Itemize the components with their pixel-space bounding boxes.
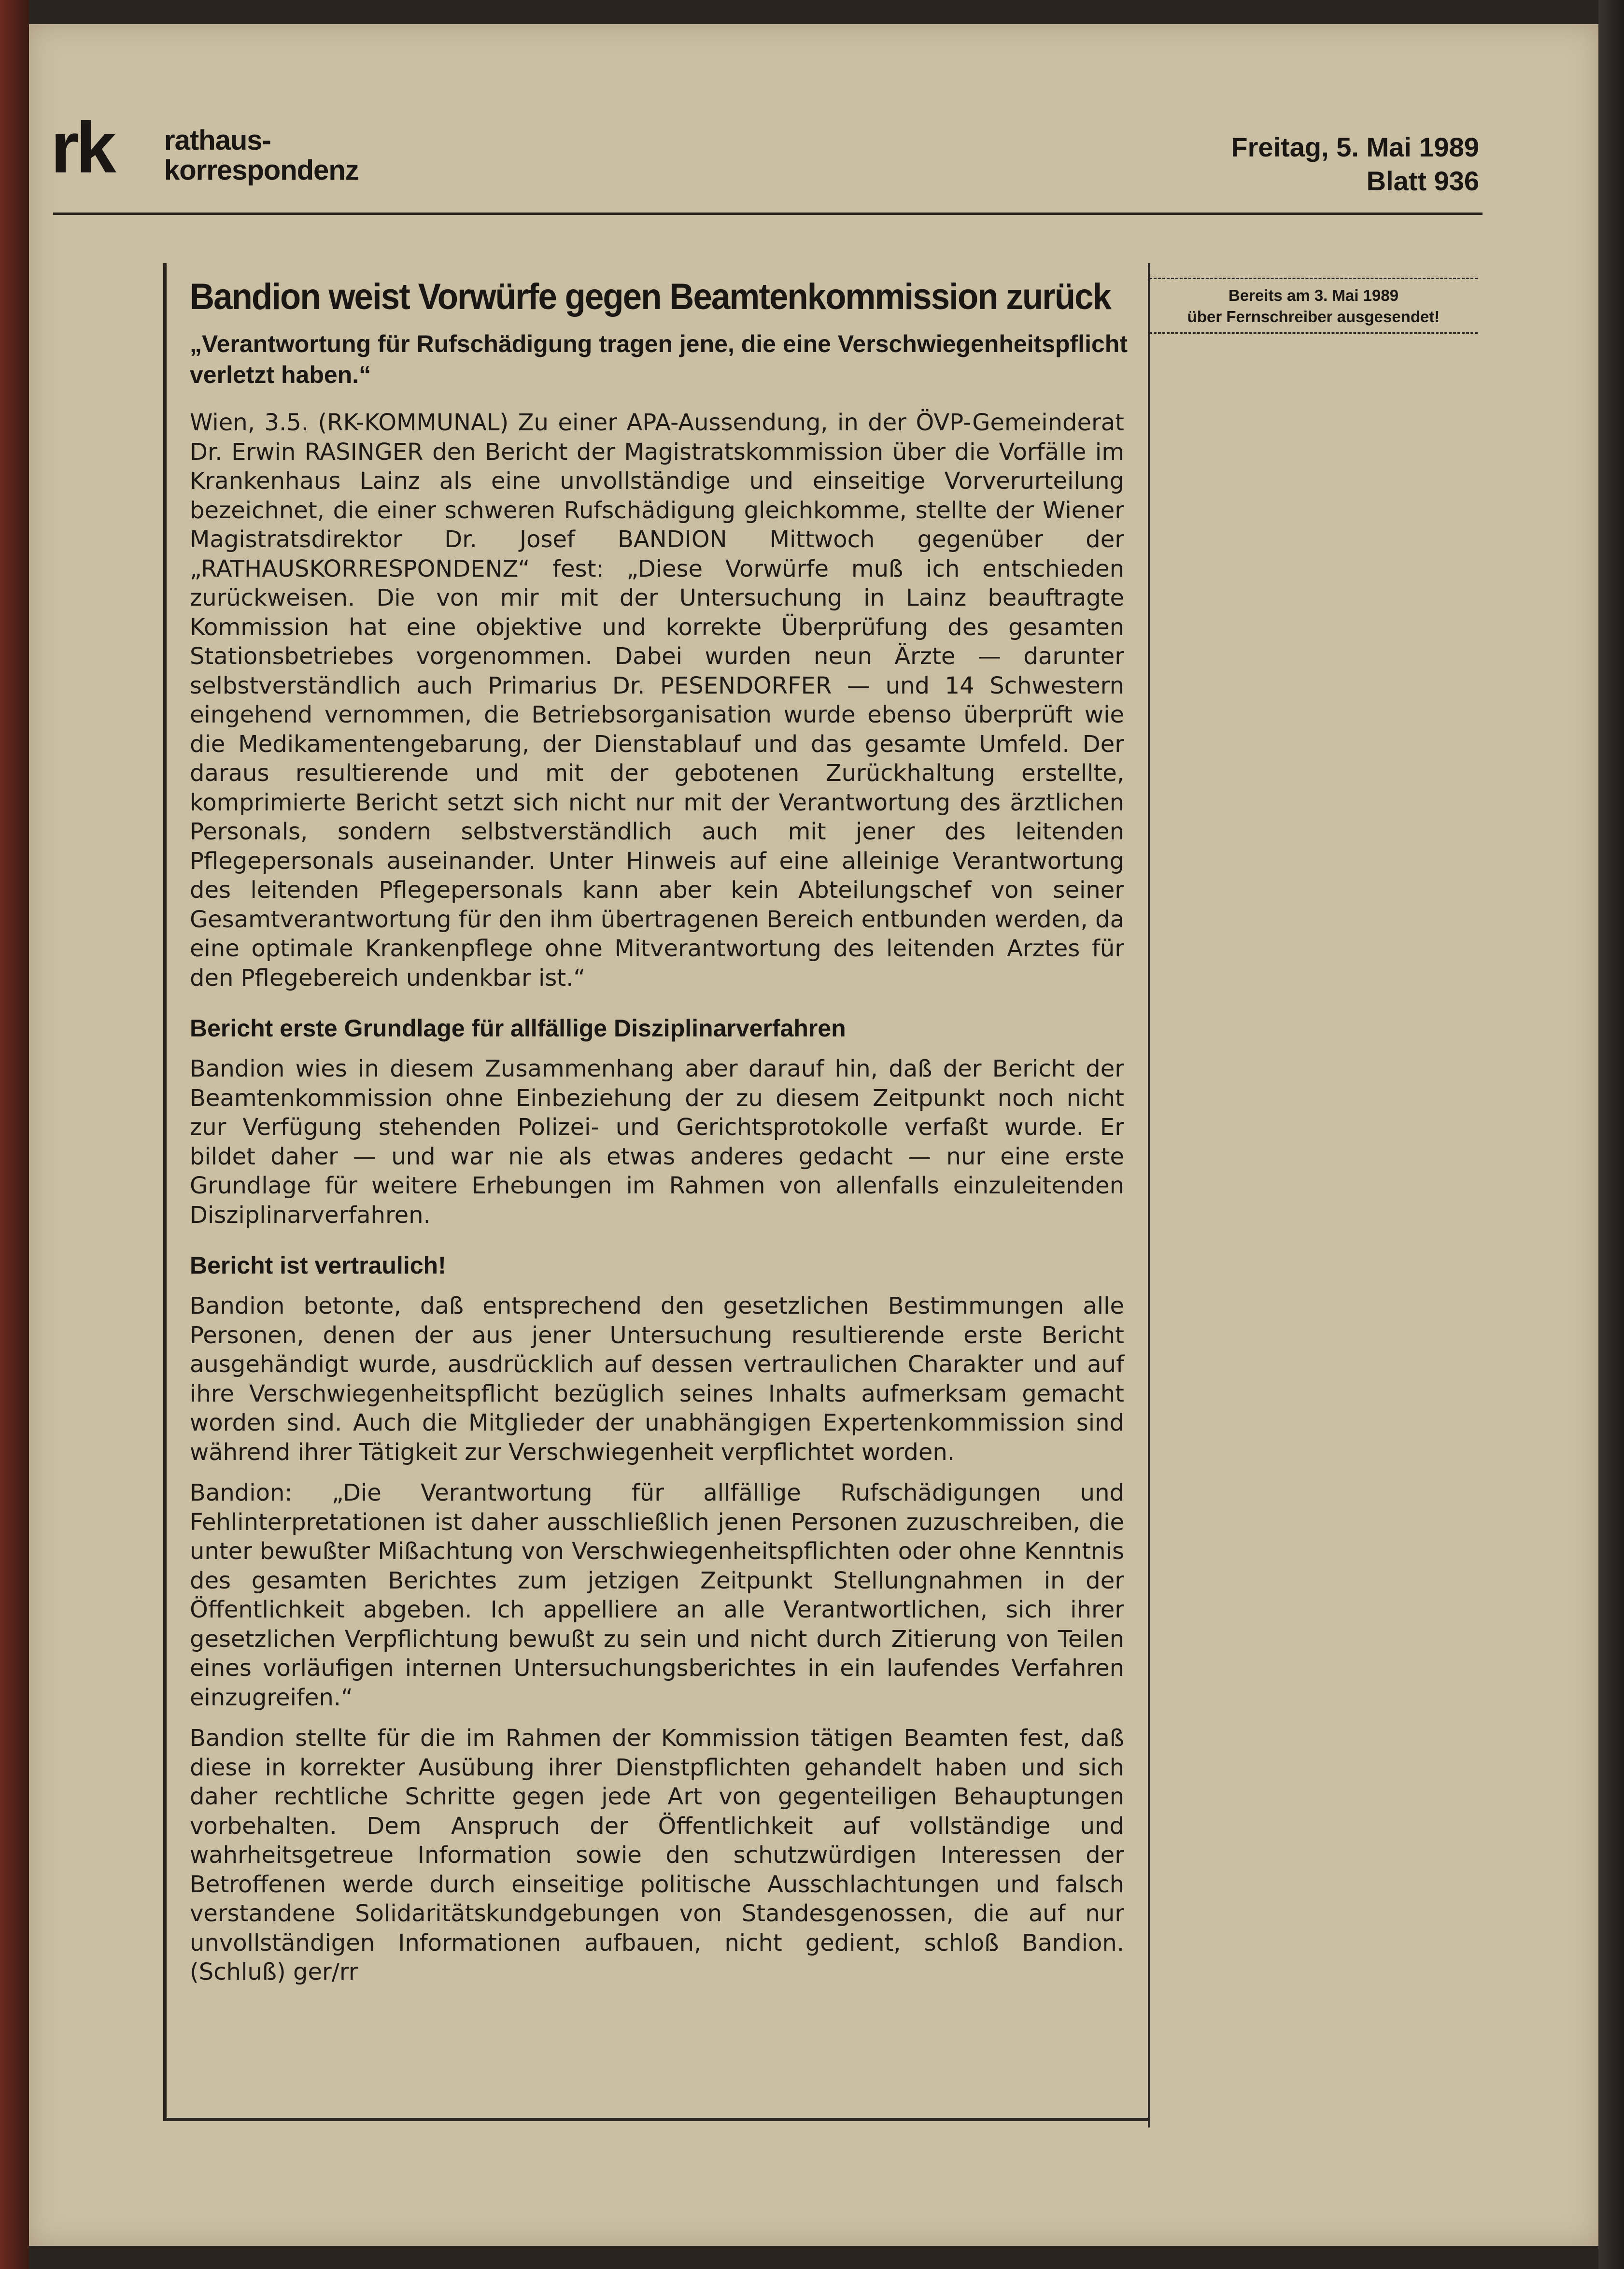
section-heading-2: Bericht ist vertraulich!: [190, 1252, 446, 1279]
article-column: [163, 263, 1148, 2121]
logo-mark: rk: [51, 107, 113, 188]
issue-date: Freitag, 5. Mai 1989: [1231, 132, 1479, 162]
paragraph-5: Bandion stellte für die im Rahmen der Kommission tätigen Beamten fest, daß diese in korrekter Ausübung ihrer Dienstpflichten gehandelt haben und sich daher rechtliche Schritte gegen jede Art von gegenteiligen Behauptungen vorbehalten. Dem Anspruch der Öffentlichkeit auf vollständige und wahrheitsgetreue Information sowie den schutzwürdigen Interessen der Betroffenen werde durch einseitige politische Ausschlachtungen und falsch verstandene Solidaritätskundgebungen von Standesgenossen, die auf nur unvollständigen Informationen aufbauen, nicht gedient, schloß Bandion. (Schluß) ger/rr: [190, 1725, 1124, 1985]
logo-line-1: rathaus-: [164, 125, 271, 156]
header-divider: [53, 213, 1483, 215]
logo-line-2: korrespondenz: [164, 155, 359, 186]
sheet-number: Blatt 936: [1366, 166, 1479, 196]
header-meta: [1231, 130, 1479, 198]
note-line-2: über Fernschreiber ausgesendet!: [1187, 308, 1440, 326]
paragraph-3: Bandion betonte, daß entsprechend den gesetzlichen Bestimmungen alle Personen, denen der aus jener Untersuchung resultierende erste Bericht ausgehändigt wurde, ausdrücklich auf dessen vertraulichen Charakter und auf ihre Verschwiegenheitspflicht bezüglich seines Inhalts aufmerksam gemacht worden sind. Auch die Mitglieder der unabhängigen Expertenkommission sind während ihrer Tätigkeit zur Verschwiegenheit verpflichtet worden.: [190, 1292, 1124, 1466]
note-line-1: Bereits am 3. Mai 1989: [1228, 286, 1399, 304]
article-body: [190, 408, 1124, 1987]
column-divider: [1148, 263, 1150, 2127]
article-headline: Bandion weist Vorwürfe gegen Beamtenkommission zurück: [190, 276, 1111, 317]
article-subheadline: „Verantwortung für Rufschädigung tragen jene, die eine Verschwiegenheitspflicht verletzt haben.“: [190, 330, 1128, 388]
paragraph-4: Bandion: „Die Verantwortung für allfällige Rufschädigungen und Fehlinterpretationen ist daher ausschließlich jenen Personen zuzuschreiben, die unter bewußter Mißachtung von Verschwiegenheitspflichten oder ohne Kenntnis des gesamten Berichtes zum jetzigen Zeitpunkt Stellungnahmen in der Öffentlichkeit abgeben. Ich appelliere an alle Verantwortlichen, sich ihrer gesetzlichen Verpflichtung bewußt zu sein und nicht durch Zitierung von Teilen eines vorläufigen internen Untersuchungsberichtes in ein laufendes Verfahren einzugreifen.“: [190, 1479, 1124, 1711]
transmission-note: [1149, 278, 1478, 334]
page-edge: [1598, 0, 1624, 2269]
book-spine: [0, 0, 29, 2269]
paragraph-1: Wien, 3.5. (RK-KOMMUNAL) Zu einer APA-Aussendung, in der ÖVP-Gemeinderat Dr. Erwin RASINGER den Bericht der Magistratskommission über die Vorfälle im Krankenhaus Lainz als eine unvollständige und einseitige Vorverurteilung bezeichnet, die einer schweren Rufschädigung gleichkomme, stellte der Wiener Magistratsdirektor Dr. Josef BANDION Mittwoch gegenüber der „RATHAUSKORRESPONDENZ“ fest: „Diese Vorwürfe muß ich entschieden zurückweisen. Die von mir mit der Untersuchung in Lainz beauftragte Kommission hat eine objektive und korrekte Überprüfung des gesamten Stationsbetriebes vorgenommen. Dabei wurden neun Ärzte — darunter selbstverständlich auch Primarius Dr. PESENDORFER — und 14 Schwestern eingehend vernommen, die Betriebsorganisation wurde ebenso überprüft wie die Medikamentengebarung, der Dienstablauf und das gesamte Umfeld. Der daraus resultierende und mit der gebotenen Zurückhaltung erstellte, komprimierte Bericht setzt sich nicht nur mit der Verantwortung des ärztlichen Personals, sondern selbstverständlich auch mit jener des leitenden Pflegepersonals auseinander. Unter Hinweis auf eine alleinige Verantwortung des leitenden Pflegepersonals kann aber kein Abteilungschef von seiner Gesamtverantwortung für den ihm übertragenen Bereich entbunden werden, da eine optimale Krankenpflege ohne Mitverantwortung des leitenden Arztes für den Pflegebereich undenkbar ist.“: [190, 409, 1124, 992]
logo-text: [164, 126, 359, 185]
paragraph-2: Bandion wies in diesem Zusammenhang aber darauf hin, daß der Bericht der Beamtenkommission ohne Einbeziehung der zu diesem Zeitpunkt noch nicht zur Verfügung stehenden Polizei- und Gerichtsprotokolle verfaßt wurde. Er bildet daher — und war nie als etwas anderes gedacht — nur eine erste Grundlage für weitere Erhebungen im Rahmen von allenfalls einzuleitenden Disziplinarverfahren.: [190, 1055, 1124, 1229]
section-heading-1: Bericht erste Grundlage für allfällige Disziplinarverfahren: [190, 1015, 846, 1042]
